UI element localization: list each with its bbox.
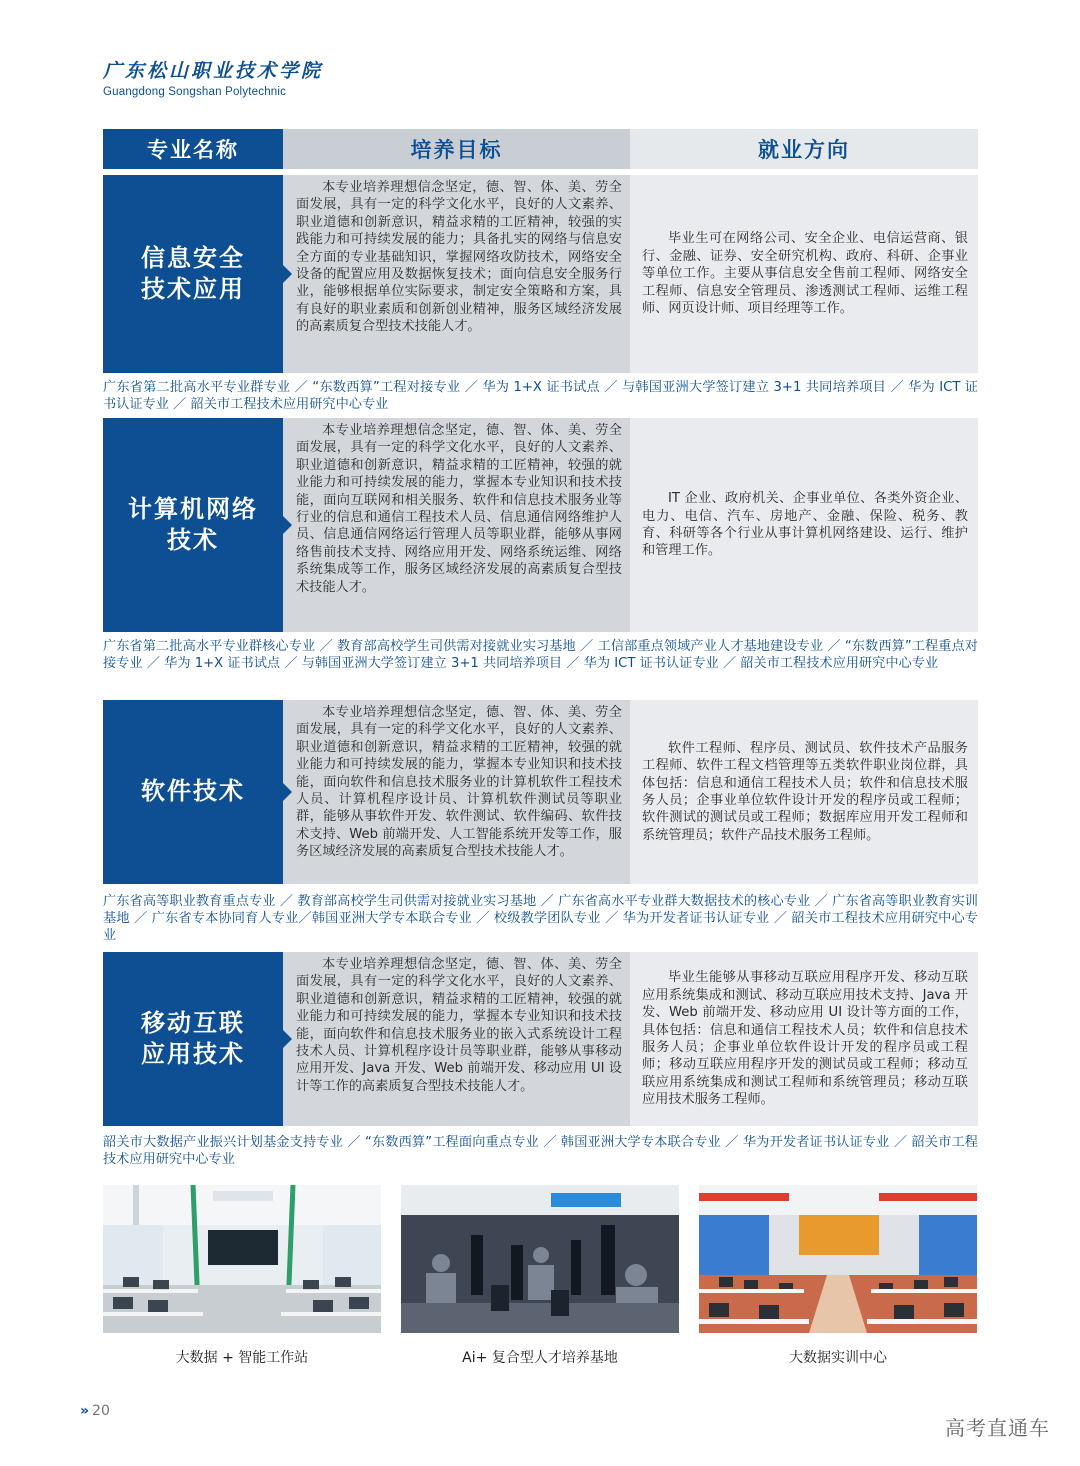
table-header xyxy=(103,129,978,169)
major-tags: 广东省第二批高水平专业群核心专业 ／ 教育部高校学生司供需对接就业实习基地 ／ 工信部重点领域产业人才基地建设专业 ／ “东数西算”工程重点对接专业 ／ 华为 1+X 证书试点 ／ 与韩国亚洲大学签订建立 3+1 共同培养项目 ／ 华为 ICT 证书认证专业 ／ 韶关市工程技术应用研究中心专业 xyxy=(103,639,978,671)
watermark-text: 高考直通车 xyxy=(945,1416,1050,1440)
major-tags: 韶关市大数据产业振兴计划基金支持专业 ／ “东数西算”工程面向重点专业 ／ 韩国亚洲大学专本联合专业 ／ 华为开发者证书认证专业 ／ 韶关市工程技术应用研究中心专业 xyxy=(103,1135,978,1167)
page-number xyxy=(80,1403,110,1419)
major-name: 移动互联 应用技术 xyxy=(103,952,283,1126)
major-name: 计算机网络 技术 xyxy=(103,418,283,632)
header-training-goal: 培养目标 xyxy=(283,129,630,169)
major-name: 信息安全 技术应用 xyxy=(103,175,283,373)
header-major-name: 专业名称 xyxy=(103,129,283,169)
employment-direction-text: 软件工程师、程序员、测试员、软件技术产品服务工程师、软件工程文档管理等五类软件职业岗位群，具体包括：信息和通信工程技术人员；软件和信息技术服务人员；企事业单位软件设计开发的程序员或工程师；软件测试的测试员或工程师；数据库应用开发工程师和系统管理员；软件产品技术服务工程师。 xyxy=(642,740,968,843)
page-number-text: 20 xyxy=(92,1403,110,1419)
photo-caption: 大数据实训中心 xyxy=(789,1350,887,1366)
training-goal: 本专业培养理想信念坚定，德、智、体、美、劳全面发展，具有一定的科学文化水平，良好的人文素养、职业道德和创新意识，精益求精的工匠精神，较强的就业能力和可持续发展的能力，掌握本专业知识和技术技能，面向软件和信息技术服务业的计算机软件工程技术人员、计算机程序设计员、计算机软件测试员等职业群，能够从事软件开发、软件测试、软件编码、软件技术支持、Web 前端开发、人工智能系统开发等工作，服务区域经济发展的高素质复合型技术技能人才。 xyxy=(283,700,630,884)
photo-bigdata-workstation xyxy=(103,1185,381,1333)
training-goal: 本专业培养理想信念坚定，德、智、体、美、劳全面发展，具有一定的科学文化水平，良好的人文素养、职业道德和创新意识，精益求精的工匠精神，较强的实践能力和可持续发展的能力；具备扎实的网络与信息安全方面的专业基础知识，掌握网络攻防技术，网络安全设备的配置应用及数据恢复技术；面向信息安全服务行业，能够根据单位实际要求，制定安全策略和方案，具有良好的职业素质和创新创业精神，服务区域经济发展的高素质复合型技术技能人才。 xyxy=(283,175,630,373)
employment-direction xyxy=(630,175,978,373)
major-row-network xyxy=(103,418,978,632)
photo-caption: Ai+ 复合型人才培养基地 xyxy=(462,1350,618,1366)
photo-bigdata-lab xyxy=(699,1185,977,1333)
training-goal: 本专业培养理想信念坚定，德、智、体、美、劳全面发展，具有一定的科学文化水平，良好的人文素养、职业道德和创新意识，精益求精的工匠精神，较强的就业能力和可持续发展的能力，掌握本专业知识和技术技能，面向软件和信息技术服务业的嵌入式系统设计工程技术人员、计算机程序设计员等职业群，能够从事移动应用开发、Java 开发、Web 前端开发、移动应用 UI 设计等工作的高素质复合型技术技能人才。 xyxy=(283,952,630,1126)
major-row-mobile xyxy=(103,952,978,1126)
major-tags: 广东省第二批高水平专业群专业 ／ “东数西算”工程对接专业 ／ 华为 1+X 证书试点 ／ 与韩国亚洲大学签订建立 3+1 共同培养项目 ／ 华为 ICT 证书认证专业 ／ 韶关市工程技术应用研究中心专业 xyxy=(103,380,978,412)
employment-direction-text: 毕业生能够从事移动互联应用程序开发、移动互联应用系统集成和测试、移动互联应用技术支持、Java 开发、Web 前端开发、移动应用 UI 设计等方面的工作，具体包括：信息和通信工程技术人员；软件和信息技术服务人员；企事业单位软件设计开发的程序员或工程师；移动互联应用程序开发的测试员或工程师；移动互联应用系统集成和测试工程师和系统管理员；移动互联应用技术服务工程师。 xyxy=(642,970,968,1108)
employment-direction-text: 毕业生可在网络公司、安全企业、电信运营商、银行、金融、证券、安全研究机构、政府、科研、企事业等单位工作。主要从事信息安全售前工程师、网络安全工程师、信息安全管理员、渗透测试工程师、运维工程师、网页设计师、项目经理等工作。 xyxy=(642,231,968,317)
major-row-info-security xyxy=(103,175,978,373)
header-employment-direction: 就业方向 xyxy=(630,129,978,169)
school-name-en: Guangdong Songshan Polytechnic xyxy=(103,86,287,98)
major-name: 软件技术 xyxy=(103,700,283,884)
chevron-right-icon: » xyxy=(80,1403,87,1419)
training-goal: 本专业培养理想信念坚定，德、智、体、美、劳全面发展，具有一定的科学文化水平，良好的人文素养、职业道德和创新意识，精益求精的工匠精神，较强的就业能力和可持续发展的能力，掌握本专业知识和技术技能，面向互联网和相关服务、软件和信息技术服务业等行业的信息和通信工程技术人员、信息通信网络维护人员、信息通信网络运行管理人员等职业群，能够从事网络售前技术支持、网络应用开发、网络系统运维、网络系统集成等工作，服务区域经济发展的高素质复合型技术技能人才。 xyxy=(283,418,630,632)
employment-direction xyxy=(630,418,978,632)
employment-direction xyxy=(630,952,978,1126)
photo-caption: 大数据 + 智能工作站 xyxy=(175,1350,309,1366)
school-name-cn: 广东松山职业技术学院 xyxy=(103,60,324,82)
employment-direction xyxy=(630,700,978,884)
school-logo xyxy=(103,56,323,98)
photo-ai-training-base xyxy=(401,1185,679,1333)
major-row-software xyxy=(103,700,978,884)
major-tags: 广东省高等职业教育重点专业 ／ 教育部高校学生司供需对接就业实习基地 ／ 广东省高水平专业群大数据技术的核心专业 ／ 广东省高等职业教育实训基地 ／ 广东省专本协同育人专业／韩国亚洲大学专本联合专业 ／ 校级教学团队专业 ／ 华为开发者证书认证专业 ／ 韶关市工程技术应用研究中心专业 xyxy=(103,894,978,943)
employment-direction-text: IT 企业、政府机关、企事业单位、各类外资企业、电力、电信、汽车、房地产、金融、保险、税务、教育、科研等各个行业从事计算机网络建设、运行、维护和管理工作。 xyxy=(642,491,968,559)
